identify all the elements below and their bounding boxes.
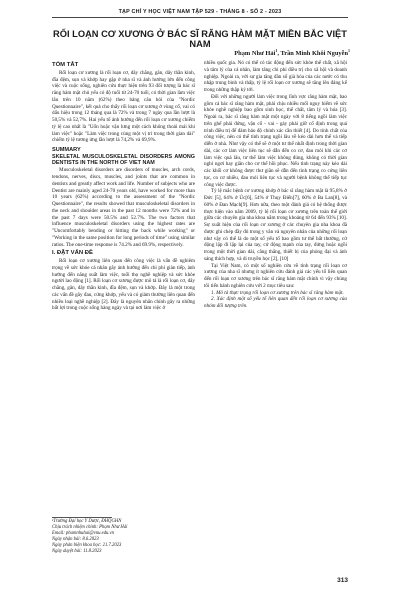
summary-en-text: Musculoskeletal disorders are disorders of muscles, arch cords, tendons, nerves, discs, muscles, and joints that are common in dentists and greatly affect work and life. Number of subjects who are Dentist are mainly aged 24-70 years old, have worked for more than 10 years (62%) according to the assessment of the "Nordic Questionnaire", the results showed that musculoskeletal disorders in the neck and shoulder areas in the past 12 months were 72% and in the past 7 days were 50.5% and 52.7%. The two factors that influence musculoskeletal disorders using the highest rates are "Uncomfortably bending or hitting the back while working" or "Working in the same position for long periods of time" using similar ratios. The one-time response is 74.2% and 69.9%, respectively.: [52, 167, 195, 248]
author-1: Phạm Như Hải: [234, 50, 276, 58]
footnote-reviewed: Ngày phản biện khoa học: 21.7.2023: [52, 543, 122, 548]
section-1-paragraph-1: Rối loạn cơ xương liên quan đến công việc là vấn đề nghiêm trọng về sức khỏe cá nhân gây ảnh hưởng đến chi phí giàn tiếp, ảnh hưởng đến năng suất làm việc, tuổi thọ nghề nghiệp và sức khỏe người lao động [1]. Rối loạn cơ xương được mô tả là rối loạn cơ, dây chằng, gân, dây thần kinh, đĩa đệm, sụn và khớp. Đây là một trong các vấn đề gây đau, cứng khớp, yếu và có giảm thường liên quan đến nhiều loại nghề nghiệp [2]. Đây là nguyên nhân chính gây ra những bất lợi trong cuộc sống hàng ngày và tại nơi làm việc ở: [52, 258, 195, 312]
footnote-accepted: Ngày duyệt bài: 11.8.2023: [52, 549, 102, 554]
section-1-paragraph-4: Tỷ lệ mắc bệnh cơ xương khớp ở bác sĩ răng hàm mặt là 95,8% ở Đức [5], 64% ở Úc[6], 54% ở Thụy Điển[7], 60% ở Ba Lan[8], và 60% ở Đan Mạch[9]. Hơn nữa, theo một đánh giá có hệ thống được thực hiện vào năm 2009, tỷ lệ rối loạn cơ xương trên toàn thế giới giữa các chuyên gia nha khoa nằm trong khoảng từ 64 đến 93% [10]. Sự xuất hiện của rối loạn cơ xương ở các chuyên gia nha khoa đã được ghi chép đầy đủ trong y văn và nguyên nhân của những rối loạn như vậy có thể là do một số yếu tố bao gồm tư thế bất thường, cử động lặp đi lặp lại của tay, cử động mạnh của tay, đứng hoặc ngồi trong một thời gian dài, căng thẳng, thiết bị của phòng đại và ánh sáng thích hợp, và di truyền học [2], [10]: [204, 188, 347, 262]
section-1-paragraph-2: nhiều quốc gia. Nó có thể có tác động đến sức khỏe thể chất, xã hội và tâm lý của cá nhân, làm tăng chi phí điều trị cho xã hội và doanh nghiệp. Ngoài ra, với sự gia tăng dần số già hóa của các nước có thu nhập trung bình và thấp, tỷ lệ rối loạn cơ xương sẽ tăng lên đáng kể trong những thập kỷ tới.: [204, 60, 347, 93]
left-column: [52, 60, 195, 312]
section-1-paragraph-3: Đối với những người làm việc trong lĩnh vực răng hàm mặt, bao gồm cả bác sĩ răng hàm mặt, phải chịu nhiều mối nguy hiểm về sức khỏe nghề nghiệp bao gồm sinh học, thể chất, tâm lý và hóa [3]. Ngoài ra, bác sĩ răng hàm mặt một ngày với 8 tiếng ngồi làm việc trên ghế phải đứng, vặn cổ - vai - gáy phải giữ cố định trong quá trình điều trị để đảm bảo độ chính xác cần thiết [4]. Do tính chất của công việc, nên có thể tính trạng ngồi lâu về kéo dài hơn thế và tiếp diễn ở nhà. Như vậy có thể sẽ ở một tư thế nhất định trong thời gian dài, các cơ làm việc liên tục sẽ dẫn đến co cơ, đau mỏi khi các cơ làm việc quá lâu, tư thế làm việc không đúng, không có thời gian nghỉ ngơi hay giãn cho cơ thể hồi phục. Nếu tình trạng này kéo dài các khối cơ không được thư giãn sẽ dẫn đến tình trạng co cứng liên tục, co cơ nhiều, đau mỏi liên tục và người bệnh không thể tiếp tục công việc được.: [204, 93, 347, 188]
section-1-paragraph-5: Tại Việt Nam, có một số nghiên cứu về tình trạng rối loạn cơ xương của nha sĩ nhưng ít nghiên cứu đánh giá các yếu tố liên quan đến rối loạn cơ xương trên bác sĩ răng hàm mặt chính vì vậy chúng tôi tiến hành nghiên cứu với 2 mục tiêu sau:: [204, 262, 347, 289]
page-number: 313: [337, 577, 348, 584]
summary-vi-heading: TÓM TẮT: [52, 62, 79, 68]
author-2-affil: 1: [348, 48, 350, 53]
summary-vi-text: Rối loạn cơ xương là rối loạn cơ, dây chằng, gân, dây thần kinh, đĩa đệm, sụn và khớp hay gặp ở nha sĩ và ảnh hưởng lớn đến công việc và cuộc sống, nghiên cứu thực hiện trên 93 đối tượng là bác sĩ răng hàm mặt chủ yếu có độ tuổi từ 24-70 tuổi, có thời gian làm việc lâu trên 10 năm (62%) theo bảng câu hỏi của "Nordic Questionnaire", kết quả cho thấy rối loạn cơ xương ở vùng cổ, vai có dấu hiệu trong 12 tháng qua là 72% và trong 7 ngày qua lần lượt là 50,5% và 52,7%. Hai yếu tố ảnh hưởng đến rối loạn cơ xương chiếm tỷ lệ cao nhất là "Uốn hoặc vặn lưng một cách không thoải mái khi làm việc" hoặc "Làm việc trong cùng một vị trí trong thời gian dài" chiếm tỷ lệ tương ứng lần lượt là 74,2% và 69,9%.: [52, 69, 195, 144]
footnotes: [52, 519, 195, 555]
author-line: [234, 48, 350, 57]
footnote-corresponding: Chịu trách nhiệm chính: Phạm Như Hải: [52, 525, 128, 530]
objective-1: 1. Mô tả thực trạng rối loạn cơ xương trên bác sĩ răng hàm mặt.: [211, 289, 344, 296]
summary-en-heading: SUMMARY: [52, 147, 81, 153]
footnote-received: Ngày nhận bài: 8.6.2023: [52, 537, 99, 542]
right-column: [204, 60, 347, 310]
author-1-affil: 1: [275, 48, 278, 53]
objective-2: 2. Xác định một số yếu tố liên quan đến rối loạn cơ xương của nhóm đối tượng trên.: [204, 296, 347, 309]
footnote-divider: [52, 517, 112, 518]
author-2: Trần Minh Khôi Nguyễn: [280, 50, 348, 58]
header-divider: [52, 17, 348, 18]
summary-en-title: SKELETAL MUSCULOSKELETAL DISORDERS AMONG DENTISTS IN THE NORTH OF VIET NAM: [52, 153, 195, 167]
journal-header: TẠP CHÍ Y HỌC VIỆT NAM TẬP 529 - THÁNG 8 - SỐ 2 - 2023: [118, 9, 282, 15]
author-separator: ,: [277, 50, 281, 58]
footnote-email: Email: phamnhuhai@vnu.edu.vn: [52, 531, 114, 536]
article-title: RỐI LOẠN CƠ XƯƠNG Ở BÁC SĨ RĂNG HÀM MẶT MIỀN BẮC VIỆT NAM: [53, 29, 347, 49]
section-1-heading: I. ĐẶT VẤN ĐỀ: [52, 250, 93, 257]
footnote-affiliation: ¹Trường Đại học Y Dược, ĐHQGHN: [52, 519, 122, 524]
